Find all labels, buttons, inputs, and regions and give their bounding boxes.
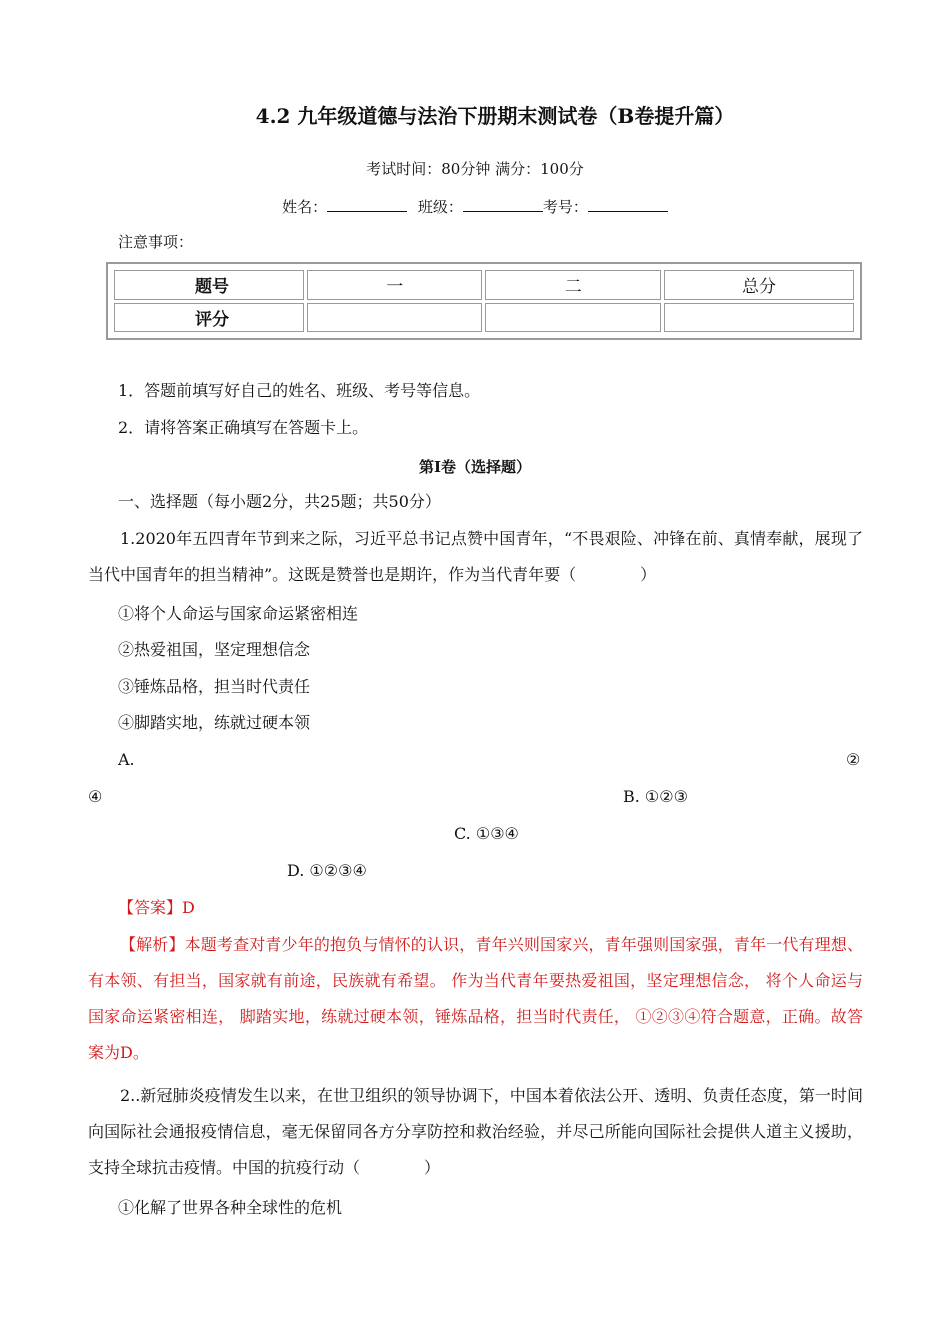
q1-item-4: ④脚踏实地，练就过硬本领 <box>118 713 311 732</box>
score-cell-label: 评分 <box>114 303 304 333</box>
notes-label: 注意事项： <box>118 233 194 251</box>
score-cell-part1[interactable] <box>307 303 482 333</box>
score-table <box>106 262 862 340</box>
q1-answer: 【答案】D <box>118 898 195 917</box>
score-cell-total[interactable] <box>664 303 854 333</box>
q2-stem: 2..新冠肺炎疫情发生以来，在世卫组织的领导协调下，中国本着依法公开、透明、负责任态度，第一时间向国际社会通报疫情信息，毫无保留同各方分享防控和救治经验，并尽己所能向国际社会提供人道主义援助，支持全球抗击疫情。中国的抗疫行动（ ） <box>88 1086 863 1177</box>
note-item-1: 1．答题前填写好自己的姓名、班级、考号等信息。 <box>118 381 481 400</box>
score-table-header-row <box>114 270 854 300</box>
q1-option-a-part2: ④ <box>88 787 103 806</box>
class-label: 班级： <box>417 198 463 216</box>
q1-item-3: ③锤炼品格，担当时代责任 <box>118 677 311 696</box>
number-label: 考号： <box>542 198 588 216</box>
q2-item-1: ①化解了世界各种全球性的危机 <box>118 1198 343 1217</box>
name-blank[interactable] <box>327 197 407 212</box>
header-cell-part2: 二 <box>485 270 660 300</box>
header-cell-part1: 一 <box>307 270 482 300</box>
score-table-score-row <box>114 303 854 333</box>
header-cell-number: 题号 <box>114 270 304 300</box>
number-blank[interactable] <box>588 197 668 212</box>
student-info-line <box>0 196 950 217</box>
q1-stem: 1.2020年五四青年节到来之际，习近平总书记点赞中国青年，“不畏艰险、冲锋在前、真情奉献，展现了当代中国青年的担当精神”。这既是赞誉也是期许，作为当代青年要（ ） <box>88 529 863 584</box>
q1-option-b[interactable]: B. ①②③ <box>623 787 688 806</box>
score-cell-part2[interactable] <box>485 303 660 333</box>
name-label: 姓名： <box>282 198 328 216</box>
q1-item-1: ①将个人命运与国家命运紧密相连 <box>118 604 359 623</box>
q1-option-d[interactable]: D. ①②③④ <box>287 861 367 880</box>
note-item-2: 2．请将答案正确填写在答题卡上。 <box>118 418 369 437</box>
q1-option-a-part1: ② <box>846 750 861 769</box>
q1-option-a-label[interactable]: A. <box>118 750 135 769</box>
q1-item-2: ②热爱祖国，坚定理想信念 <box>118 640 311 659</box>
q1-option-c[interactable]: C. ①③④ <box>454 824 519 843</box>
class-blank[interactable] <box>463 197 543 212</box>
volume-title: 第I卷（选择题） <box>418 458 532 476</box>
document-title: 4.2 九年级道德与法治下册期末测试卷（B卷提升篇） <box>255 104 735 128</box>
header-cell-total: 总分 <box>664 270 854 300</box>
q1-analysis: 【解析】本题考查对青少年的抱负与情怀的认识，青年兴则国家兴，青年强则国家强，青年一代有理想、有本领、有担当，国家就有前途，民族就有希望。 作为当代青年要热爱祖国，坚定理想信念， 将个人命运与国家命运紧密相连， 脚踏实地，练就过硬本领，锤炼品格，担当时代责任， ①②③④符合题意，正确。故答案为D。 <box>88 935 863 1062</box>
exam-info: 考试时间：80分钟 满分：100分 <box>366 160 584 178</box>
part-title: 一、选择题（每小题2分，共25题；共50分） <box>118 492 441 511</box>
